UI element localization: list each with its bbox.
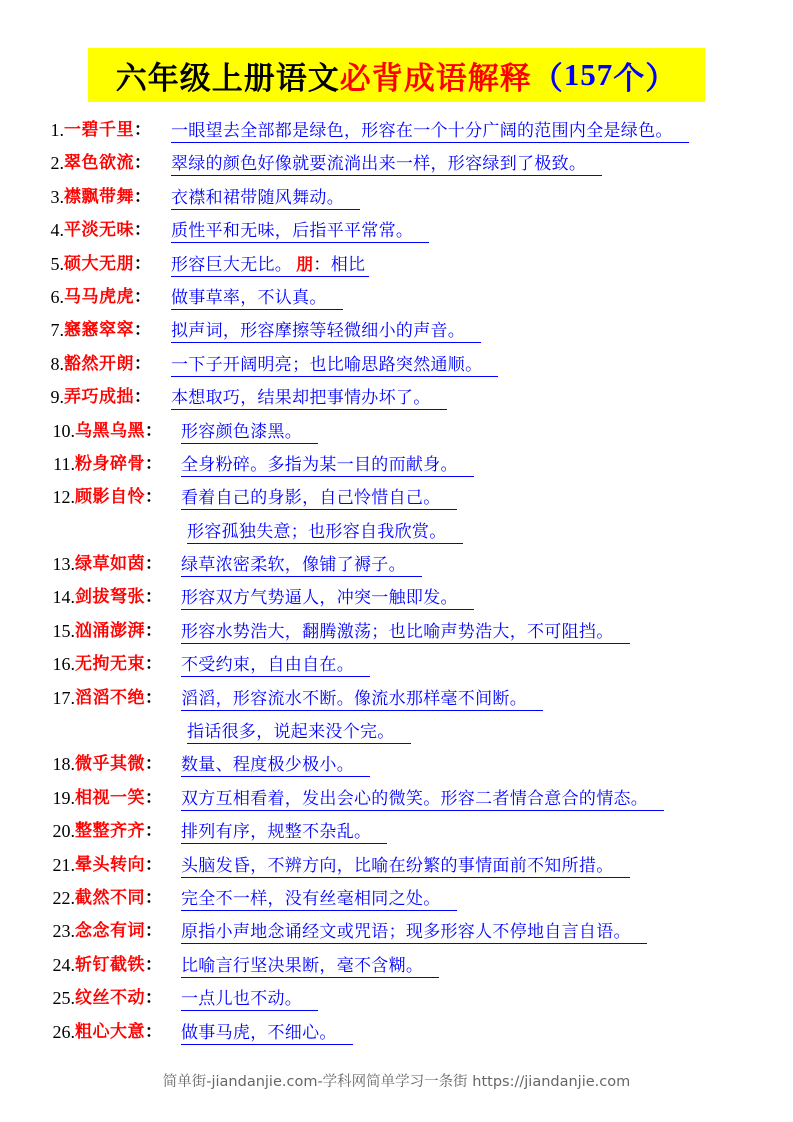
idiom-definition-text: 双方互相看着，发出会心的微笑。形容二者情合意合的情态。 <box>181 788 649 809</box>
entry-number: 23. <box>52 921 75 942</box>
idiom-term <box>75 849 163 882</box>
idiom-definition-text: 看着自己的身影，自己怜惜自己。 <box>181 488 441 509</box>
list-item <box>0 381 793 414</box>
idiom-definition-text: 滔滔，形容流水不断。像流水那样毫不间断。 <box>181 688 527 709</box>
entry-number: 9. <box>50 387 64 408</box>
term-colon: ： <box>145 821 163 842</box>
entry-number: 1. <box>50 120 64 140</box>
term-colon: ： <box>145 620 163 641</box>
idiom-definition <box>181 855 630 878</box>
idiom-list <box>0 114 793 1049</box>
idiom-definition <box>171 287 343 310</box>
entry-number: 26. <box>52 1021 75 1042</box>
idiom-definition-text: 不受约束，自由自在。 <box>181 655 354 676</box>
entry-number: 18. <box>52 754 75 775</box>
list-item <box>0 682 793 715</box>
term-colon: ： <box>145 921 163 942</box>
list-item <box>0 849 793 882</box>
title-paren-close: ） <box>645 60 678 97</box>
idiom-term <box>75 815 163 848</box>
list-item-continuation <box>0 515 793 548</box>
idiom-term <box>64 248 152 281</box>
idiom-definition <box>181 454 474 477</box>
idiom-definition-text: 形容双方气势逼人，冲突一触即发。 <box>181 588 458 609</box>
term-colon: ： <box>145 954 163 975</box>
term-colon: ： <box>145 988 163 1009</box>
idiom-definition-text: 一点儿也不动。 <box>181 989 303 1010</box>
idiom-definition-text: 形容水势浩大，翻腾激荡；也比喻声势浩大，不可阻挡。 <box>181 621 614 642</box>
idiom-definition-text: 绿草浓密柔软，像铺了褥子。 <box>181 555 406 576</box>
entry-number: 4. <box>50 220 64 241</box>
title-unit: 个 <box>613 60 646 97</box>
list-item <box>0 949 793 982</box>
idiom-definition <box>171 187 360 210</box>
idiom-term-text: 剑拔弩张 <box>75 587 145 608</box>
term-colon: ： <box>134 220 152 241</box>
idiom-definition <box>171 220 429 243</box>
inline-definition: 相比 <box>330 254 366 275</box>
term-colon: ： <box>134 186 152 207</box>
idiom-term <box>64 381 152 414</box>
idiom-term-text: 粉身碎骨 <box>75 453 145 474</box>
idiom-term-text: 平淡无味 <box>64 220 134 241</box>
list-item <box>0 548 793 581</box>
entry-number: 12. <box>52 487 75 508</box>
idiom-term <box>75 1016 163 1049</box>
term-colon: ： <box>145 1021 163 1042</box>
list-item <box>0 982 793 1015</box>
idiom-definition <box>181 921 647 944</box>
entry-number: 8. <box>50 353 64 374</box>
entry-number: 2. <box>50 153 64 174</box>
idiom-term-text: 无拘无束 <box>75 654 145 675</box>
term-colon: ： <box>134 387 152 408</box>
term-colon: ： <box>145 654 163 675</box>
idiom-definition-text: 一眼望去全部都是绿色，形容在一个十分广阔的范围内全是绿色。 <box>171 121 673 141</box>
idiom-term-text: 弄巧成拙 <box>64 387 134 408</box>
entry-number: 10. <box>52 420 75 441</box>
idiom-definition-text: 全身粉碎。多指为某一目的而献身。 <box>181 454 458 475</box>
list-item <box>0 248 793 281</box>
idiom-term-text: 相视一笑 <box>75 787 145 808</box>
idiom-definition-text: 质性平和无味，后指平平常常。 <box>171 221 414 242</box>
list-item <box>0 448 793 481</box>
term-colon: ： <box>145 420 163 441</box>
idiom-definition <box>181 554 422 577</box>
list-item <box>0 314 793 347</box>
idiom-definition-text: 做事马虎，不细心。 <box>181 1022 337 1043</box>
idiom-definition-text: 完全不一样，没有丝毫相同之处。 <box>181 888 441 909</box>
idiom-definition-text: 排列有序，规整不杂乱。 <box>181 822 372 843</box>
term-colon: ： <box>145 887 163 908</box>
idiom-definition-text: 形容颜色漆黑。 <box>181 421 303 442</box>
idiom-definition <box>181 487 457 510</box>
idiom-term-text: 乌黑乌黑 <box>75 420 145 441</box>
idiom-definition-text: 原指小声地念诵经文或咒语；现多形容人不停地自言自语。 <box>181 922 631 943</box>
term-colon: ： <box>145 453 163 474</box>
idiom-definition-continued: 指话很多，说起来没个完。 <box>187 721 411 744</box>
idiom-definition <box>181 421 318 444</box>
entry-number: 3. <box>50 186 64 207</box>
idiom-definition <box>181 988 318 1011</box>
entry-number: 7. <box>50 320 64 341</box>
idiom-term <box>75 448 163 481</box>
idiom-term-text: 襟飘带舞 <box>64 186 134 207</box>
term-colon: ： <box>134 120 152 140</box>
list-item <box>0 147 793 180</box>
entry-number: 17. <box>52 687 75 708</box>
idiom-term <box>75 982 163 1015</box>
footer-watermark: 简单街-jiandanjie.com-学科网简单学习一条街 https://jiandanjie.com <box>162 1074 631 1090</box>
idiom-term <box>64 214 152 247</box>
idiom-term-text: 顾影自怜 <box>75 487 145 508</box>
idiom-term-text: 截然不同 <box>75 887 145 908</box>
list-item <box>0 648 793 681</box>
idiom-term <box>75 915 163 948</box>
idiom-definition <box>181 788 664 811</box>
idiom-term-text: 窸窸窣窣 <box>64 320 134 341</box>
idiom-term-text: 一碧千里 <box>64 120 134 140</box>
idiom-term <box>75 548 163 581</box>
idiom-definition-text: 一下子开阔明亮；也比喻思路突然通顺。 <box>171 354 483 375</box>
list-item-continuation <box>0 715 793 748</box>
idiom-term-text: 念念有词 <box>75 921 145 942</box>
title-paren-open: （ <box>531 60 564 97</box>
idiom-definition <box>171 354 498 377</box>
idiom-term <box>64 147 152 180</box>
idiom-term-text: 晕头转向 <box>75 854 145 875</box>
entry-number: 16. <box>52 654 75 675</box>
entry-number: 24. <box>52 954 75 975</box>
list-item <box>0 114 793 147</box>
idiom-term <box>64 348 152 381</box>
entry-number: 5. <box>50 253 64 274</box>
idiom-definition-text: 衣襟和裙带随风舞动。 <box>171 187 344 208</box>
idiom-term <box>75 782 163 815</box>
term-colon: ： <box>134 153 152 174</box>
idiom-definition <box>181 955 439 978</box>
idiom-definition <box>171 153 602 176</box>
idiom-term <box>75 949 163 982</box>
entry-number: 19. <box>52 787 75 808</box>
term-colon: ： <box>145 487 163 508</box>
idiom-term <box>75 882 163 915</box>
idiom-term <box>75 615 163 648</box>
idiom-definition <box>181 621 630 644</box>
idiom-term-text: 绿草如茵 <box>75 554 145 575</box>
list-item <box>0 581 793 614</box>
idiom-term <box>75 648 163 681</box>
inline-term: 朋 <box>296 254 314 275</box>
idiom-definition <box>181 654 370 677</box>
idiom-definition <box>171 320 481 343</box>
idiom-definition <box>181 688 543 711</box>
idiom-term <box>75 481 163 514</box>
idiom-definition-text: 做事草率，不认真。 <box>171 287 327 308</box>
list-item <box>0 882 793 915</box>
term-colon: ： <box>145 687 163 708</box>
list-item <box>0 415 793 448</box>
page-title <box>88 48 705 102</box>
idiom-definition-text: 本想取巧，结果却把事情办坏了。 <box>171 388 431 409</box>
idiom-term-text: 粗心大意 <box>75 1021 145 1042</box>
idiom-definition <box>171 387 447 410</box>
idiom-definition <box>171 120 689 143</box>
idiom-term <box>64 114 152 147</box>
idiom-term <box>75 748 163 781</box>
list-item <box>0 214 793 247</box>
entry-number: 14. <box>52 587 75 608</box>
idiom-definition-text: 形容巨大无比。 <box>171 254 293 275</box>
idiom-definition <box>171 254 369 277</box>
entry-number: 25. <box>52 988 75 1009</box>
idiom-definition-text: 数量、程度极少极小。 <box>181 755 354 776</box>
idiom-term-text: 微乎其微 <box>75 754 145 775</box>
term-colon: ： <box>134 286 152 307</box>
list-item <box>0 815 793 848</box>
idiom-definition-text: 比喻言行坚决果断，毫不含糊。 <box>181 955 424 976</box>
inline-colon: ： <box>313 254 331 275</box>
idiom-term <box>64 181 152 214</box>
term-colon: ： <box>145 754 163 775</box>
idiom-definition <box>181 888 457 911</box>
entry-number: 22. <box>52 887 75 908</box>
idiom-term-text: 汹涌澎湃 <box>75 620 145 641</box>
list-item <box>0 181 793 214</box>
idiom-term <box>64 281 152 314</box>
idiom-term-text: 整整齐齐 <box>75 821 145 842</box>
term-colon: ： <box>134 353 152 374</box>
list-item <box>0 782 793 815</box>
term-colon: ： <box>134 320 152 341</box>
idiom-term <box>75 415 163 448</box>
idiom-definition <box>181 1022 353 1045</box>
idiom-term <box>64 314 152 347</box>
entry-number: 6. <box>50 286 64 307</box>
term-colon: ： <box>145 587 163 608</box>
title-subject: 必背成语解释 <box>339 60 532 97</box>
idiom-term-text: 滔滔不绝 <box>75 687 145 708</box>
entry-number: 13. <box>52 554 75 575</box>
idiom-term-text: 纹丝不动 <box>75 988 145 1009</box>
term-colon: ： <box>145 554 163 575</box>
idiom-definition <box>181 754 370 777</box>
entry-number: 20. <box>52 821 75 842</box>
list-item <box>0 481 793 514</box>
title-grade: 六年级上册语文 <box>115 60 340 97</box>
entry-number: 15. <box>52 620 75 641</box>
idiom-term-text: 豁然开朗 <box>64 353 134 374</box>
idiom-term-text: 马马虎虎 <box>64 286 134 307</box>
term-colon: ： <box>134 253 152 274</box>
list-item <box>0 1016 793 1049</box>
list-item <box>0 348 793 381</box>
idiom-term-text: 翠色欲流 <box>64 153 134 174</box>
idiom-definition-text: 拟声词，形容摩擦等轻微细小的声音。 <box>171 321 466 342</box>
idiom-term-text: 硕大无朋 <box>64 253 134 274</box>
idiom-definition-continued: 形容孤独失意；也形容自我欣赏。 <box>187 521 463 544</box>
term-colon: ： <box>145 854 163 875</box>
list-item <box>0 915 793 948</box>
entry-number: 21. <box>52 854 75 875</box>
idiom-term-text: 斩钉截铁 <box>75 954 145 975</box>
list-item <box>0 281 793 314</box>
term-colon: ： <box>145 787 163 808</box>
idiom-definition-text: 翠绿的颜色好像就要流淌出来一样，形容绿到了极致。 <box>171 154 587 175</box>
title-count: 157 <box>563 57 614 92</box>
list-item <box>0 748 793 781</box>
idiom-term <box>75 682 163 715</box>
idiom-definition-text: 头脑发昏，不辨方向，比喻在纷繁的事情面前不知所措。 <box>181 855 614 876</box>
idiom-definition <box>181 587 474 610</box>
idiom-definition <box>181 821 387 844</box>
entry-number: 11. <box>53 453 75 474</box>
list-item <box>0 615 793 648</box>
idiom-term <box>75 581 163 614</box>
